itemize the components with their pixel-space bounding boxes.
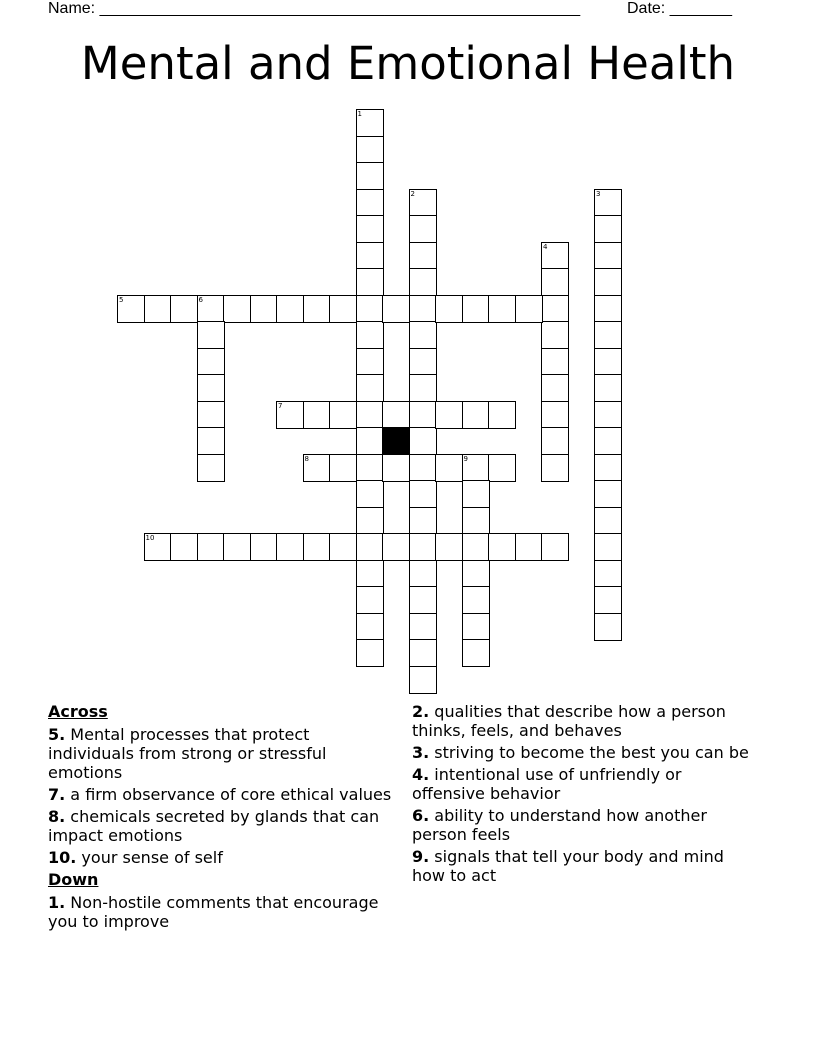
- grid-cell[interactable]: [382, 401, 410, 429]
- grid-cell[interactable]: [409, 666, 437, 694]
- grid-cell[interactable]: [541, 454, 569, 482]
- grid-cell[interactable]: [594, 348, 622, 376]
- clue-number: 2.: [412, 702, 430, 721]
- grid-cell[interactable]: [594, 374, 622, 402]
- cell-number: 4: [543, 242, 548, 251]
- grid-cell[interactable]: [409, 586, 437, 614]
- grid-cell[interactable]: [223, 533, 251, 561]
- grid-cell[interactable]: [594, 560, 622, 588]
- grid-cell[interactable]: [409, 427, 437, 455]
- clues-right-column: [412, 702, 757, 888]
- grid-cell[interactable]: [223, 295, 251, 323]
- grid-cell[interactable]: [435, 295, 463, 323]
- cell-number: 2: [410, 189, 415, 198]
- grid-cell[interactable]: [541, 427, 569, 455]
- grid-cell[interactable]: [594, 242, 622, 270]
- grid-cell[interactable]: [356, 189, 384, 217]
- grid-cell[interactable]: [462, 613, 490, 641]
- grid-cell[interactable]: [409, 560, 437, 588]
- grid-cell[interactable]: [435, 533, 463, 561]
- grid-cell[interactable]: [594, 480, 622, 508]
- grid-cell[interactable]: [276, 401, 304, 429]
- grid-cell[interactable]: [144, 295, 172, 323]
- clue-number: 10.: [48, 848, 77, 867]
- grid-cell[interactable]: [409, 321, 437, 349]
- grid-cell[interactable]: [515, 295, 543, 323]
- grid-cell[interactable]: [488, 533, 516, 561]
- grid-cell[interactable]: [462, 454, 490, 482]
- cell-number: 7: [278, 401, 283, 410]
- clue-across-8: [48, 807, 393, 845]
- grid-cell[interactable]: [329, 454, 357, 482]
- grid-cell[interactable]: [462, 507, 490, 535]
- clues-left-column: [48, 702, 393, 934]
- grid-cell[interactable]: [594, 321, 622, 349]
- puzzle-title: Mental and Emotional Health: [80, 37, 736, 90]
- grid-cell[interactable]: [356, 136, 384, 164]
- grid-cell[interactable]: [197, 454, 225, 482]
- grid-cell[interactable]: [170, 533, 198, 561]
- grid-cell[interactable]: [541, 295, 569, 323]
- grid-cell[interactable]: [197, 427, 225, 455]
- grid-cell[interactable]: [356, 586, 384, 614]
- grid-cell[interactable]: [462, 480, 490, 508]
- date-line[interactable]: Date: _______: [627, 0, 732, 17]
- grid-cell[interactable]: [409, 533, 437, 561]
- grid-cell[interactable]: [356, 268, 384, 296]
- clue-number: 7.: [48, 785, 66, 804]
- clue-down-4: [412, 765, 757, 803]
- grid-cell[interactable]: [541, 321, 569, 349]
- grid-cell[interactable]: [409, 507, 437, 535]
- cell-number: 5: [119, 295, 124, 304]
- clue-number: 1.: [48, 893, 66, 912]
- grid-cell[interactable]: [197, 348, 225, 376]
- grid-cell[interactable]: [197, 401, 225, 429]
- clue-number: 8.: [48, 807, 66, 826]
- clue-across-10: [48, 848, 393, 867]
- grid-cell[interactable]: [594, 613, 622, 641]
- grid-cell[interactable]: [488, 454, 516, 482]
- grid-cell[interactable]: [356, 480, 384, 508]
- grid-cell[interactable]: [303, 295, 331, 323]
- clue-down-6: [412, 806, 757, 844]
- down-heading: Down: [48, 870, 99, 889]
- grid-cell[interactable]: [409, 348, 437, 376]
- cell-number: 6: [198, 295, 203, 304]
- clue-down-1: [48, 893, 393, 931]
- grid-cell[interactable]: [541, 374, 569, 402]
- grid-cell[interactable]: [409, 480, 437, 508]
- grid-cell[interactable]: [594, 454, 622, 482]
- grid-cell[interactable]: [117, 295, 145, 323]
- grid-cell[interactable]: [356, 374, 384, 402]
- grid-cell[interactable]: [409, 215, 437, 243]
- clue-text: intentional use of unfriendly or offensive behavior: [412, 765, 682, 803]
- grid-cell[interactable]: [462, 401, 490, 429]
- grid-cell[interactable]: [462, 586, 490, 614]
- cell-number: 10: [145, 534, 155, 542]
- grid-cell[interactable]: [197, 295, 225, 323]
- grid-cell[interactable]: [435, 454, 463, 482]
- grid-cell[interactable]: [250, 295, 278, 323]
- grid-cell[interactable]: [409, 401, 437, 429]
- clue-text: Non-hostile comments that encourage you to improve: [48, 893, 379, 931]
- clue-text: ability to understand how another person feels: [412, 806, 707, 844]
- grid-cell[interactable]: [594, 189, 622, 217]
- grid-cell[interactable]: [594, 533, 622, 561]
- clue-text: Mental processes that protect individuals from strong or stressful emotions: [48, 725, 327, 782]
- grid-cell[interactable]: [356, 454, 384, 482]
- clue-across-5: [48, 725, 393, 782]
- clue-down-9: [412, 847, 757, 885]
- grid-cell[interactable]: [594, 268, 622, 296]
- grid-cell[interactable]: [382, 295, 410, 323]
- clue-number: 5.: [48, 725, 66, 744]
- grid-cell[interactable]: [382, 454, 410, 482]
- grid-cell[interactable]: [356, 533, 384, 561]
- grid-cell[interactable]: [594, 507, 622, 535]
- clue-text: qualities that describe how a person thinks, feels, and behaves: [412, 702, 726, 740]
- cell-number: 1: [357, 110, 362, 118]
- grid-cell[interactable]: [462, 533, 490, 561]
- grid-cell[interactable]: [329, 533, 357, 561]
- grid-cell[interactable]: [329, 295, 357, 323]
- clue-down-2: [412, 702, 757, 740]
- grid-cell[interactable]: [250, 533, 278, 561]
- grid-cell[interactable]: [276, 533, 304, 561]
- name-line[interactable]: Name: ______________________________________________________: [48, 0, 581, 17]
- grid-cell[interactable]: [541, 533, 569, 561]
- grid-cell[interactable]: [356, 215, 384, 243]
- grid-cell[interactable]: [488, 401, 516, 429]
- clue-text: chemicals secreted by glands that can impact emotions: [48, 807, 380, 845]
- grid-cell[interactable]: [356, 427, 384, 455]
- grid-cell[interactable]: [303, 533, 331, 561]
- grid-cell[interactable]: [435, 401, 463, 429]
- cell-number: 3: [596, 189, 601, 198]
- grid-cell[interactable]: [356, 613, 384, 641]
- grid-cell[interactable]: [356, 109, 384, 137]
- clue-number: 6.: [412, 806, 430, 825]
- black-square: [382, 427, 410, 455]
- grid-cell[interactable]: [541, 348, 569, 376]
- grid-cell[interactable]: [409, 639, 437, 667]
- grid-cell[interactable]: [409, 454, 437, 482]
- grid-cell[interactable]: [356, 560, 384, 588]
- grid-cell[interactable]: [488, 295, 516, 323]
- grid-cell[interactable]: [356, 242, 384, 270]
- grid-cell[interactable]: [409, 242, 437, 270]
- grid-cell[interactable]: [594, 215, 622, 243]
- clue-text: your sense of self: [76, 848, 223, 867]
- grid-cell[interactable]: [594, 401, 622, 429]
- grid-cell[interactable]: [356, 401, 384, 429]
- grid-cell[interactable]: [462, 295, 490, 323]
- grid-cell[interactable]: [276, 295, 304, 323]
- grid-cell[interactable]: [541, 401, 569, 429]
- grid-cell[interactable]: [356, 639, 384, 667]
- grid-cell[interactable]: [462, 560, 490, 588]
- clue-number: 9.: [412, 847, 430, 866]
- grid-cell[interactable]: [356, 321, 384, 349]
- grid-cell[interactable]: [303, 454, 331, 482]
- grid-cell[interactable]: [409, 374, 437, 402]
- grid-cell[interactable]: [409, 613, 437, 641]
- grid-cell[interactable]: [409, 189, 437, 217]
- grid-cell[interactable]: [409, 268, 437, 296]
- clue-text: striving to become the best you can be: [429, 743, 749, 762]
- cell-number: 9: [463, 454, 468, 463]
- clue-number: 4.: [412, 765, 430, 784]
- grid-cell[interactable]: [382, 533, 410, 561]
- clue-text: signals that tell your body and mind how to act: [412, 847, 724, 885]
- grid-cell[interactable]: [197, 374, 225, 402]
- across-heading: Across: [48, 702, 108, 721]
- grid-cell[interactable]: [462, 639, 490, 667]
- grid-cell[interactable]: [329, 401, 357, 429]
- grid-cell[interactable]: [356, 162, 384, 190]
- grid-cell[interactable]: [197, 321, 225, 349]
- grid-cell[interactable]: [197, 533, 225, 561]
- cell-number: 8: [304, 454, 309, 463]
- grid-cell[interactable]: [170, 295, 198, 323]
- grid-cell[interactable]: [541, 242, 569, 270]
- grid-cell[interactable]: [303, 401, 331, 429]
- grid-cell[interactable]: [594, 295, 622, 323]
- grid-cell[interactable]: [356, 348, 384, 376]
- clue-number: 3.: [412, 743, 430, 762]
- grid-cell[interactable]: [594, 427, 622, 455]
- grid-cell[interactable]: [144, 533, 172, 561]
- grid-cell[interactable]: [515, 533, 543, 561]
- grid-cell[interactable]: [594, 586, 622, 614]
- clue-down-3: [412, 743, 757, 762]
- grid-cell[interactable]: [356, 295, 384, 323]
- clue-text: a firm observance of core ethical values: [65, 785, 392, 804]
- grid-cell[interactable]: [409, 295, 437, 323]
- clue-across-7: [48, 785, 393, 804]
- grid-cell[interactable]: [356, 507, 384, 535]
- grid-cell[interactable]: [541, 268, 569, 296]
